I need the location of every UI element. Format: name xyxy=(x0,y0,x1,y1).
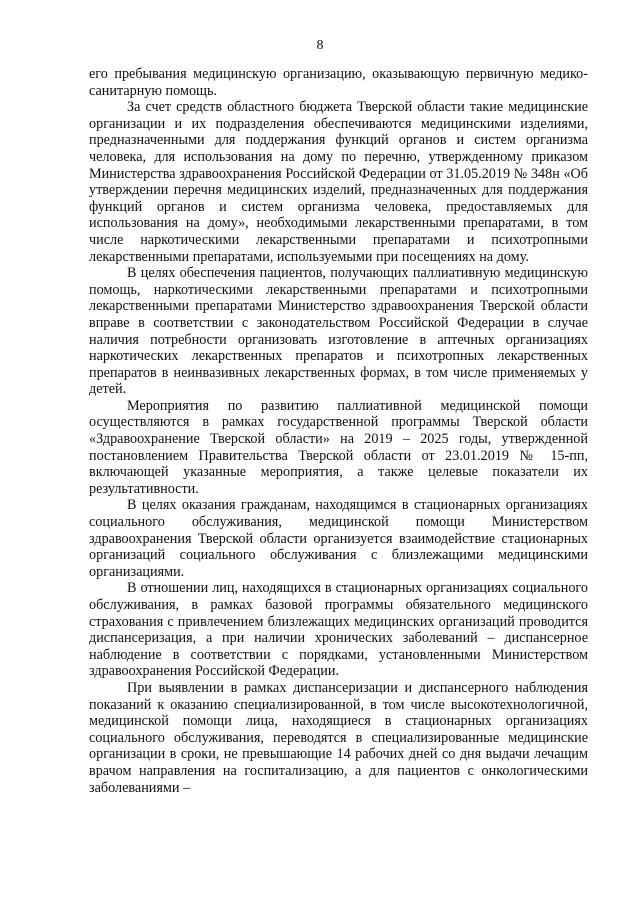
paragraph-7: При выявлении в рамках диспансеризации и диспансерного наблюдения показаний к оказанию специализированной, в том числе высокотехнологичной, медицинской помощи лица, находящиеся в стационарных организациях социального обслуживания, переводятся в специализированные медицинские организации в сроки, не превышающие 14 рабочих дней со дня выдачи лечащим врачом направления на госпитализацию, а для пациентов с онкологическими заболеваниями – xyxy=(89,679,588,796)
paragraph-3: В целях обеспечения пациентов, получающих паллиативную медицинскую помощь, наркотическими лекарственными препаратами и психотропными лекарственными препаратами Министерство здравоохранения Тверской области вправе в соответствии с законодательством Российской Федерации в случае наличия потребности организовать изготовление в аптечных организациях наркотических лекарственных препаратов и психотропных лекарственных препаратов в неинвазивных лекарственных формах, в том числе применяемых у детей. xyxy=(89,265,588,398)
paragraph-4: Мероприятия по развитию паллиативной медицинской помощи осуществляются в рамках государственной программы Тверской области «Здравоохранение Тверской области» на 2019 – 2025 годы, утвержденной постановлением Правительства Тверской области от 23.01.2019 № 15-пп, включающей указанные мероприятия, а также целевые показатели их результативности. xyxy=(89,397,588,497)
document-body xyxy=(89,66,588,796)
paragraph-2: За счет средств областного бюджета Тверской области такие медицинские организации и их подразделения обеспечиваются медицинскими изделиями, предназначенными для поддержания функций органов и систем организма человека, для использования на дому по перечню, утвержденному приказом Министерства здравоохранения Российской Федерации от 31.05.2019 № 348н «Об утверждении перечня медицинских изделий, предназначенных для поддержания функций органов и систем организма человека, предоставляемых для использования на дому», необходимыми лекарственными препаратами, в том числе наркотическими лекарственными препаратами и психотропными лекарственными препаратами, используемыми при посещениях на дому. xyxy=(89,99,588,265)
paragraph-1: его пребывания медицинскую организацию, оказывающую первичную медико-санитарную помощь. xyxy=(89,66,588,99)
paragraph-5: В целях оказания гражданам, находящимся в стационарных организациях социального обслуживания, медицинской помощи Министерством здравоохранения Тверской области организуется взаимодействие стационарных организаций социального обслуживания с близлежащими медицинскими организациями. xyxy=(89,497,588,580)
page-number: 8 xyxy=(316,38,324,53)
paragraph-6: В отношении лиц, находящихся в стационарных организациях социального обслуживания, в рамках базовой программы обязательного медицинского страхования с привлечением близлежащих медицинских организаций проводится диспансеризация, а при наличии хронических заболеваний – диспансерное наблюдение в соответствии с порядками, установленными Министерством здравоохранения Российской Федерации. xyxy=(89,580,588,680)
